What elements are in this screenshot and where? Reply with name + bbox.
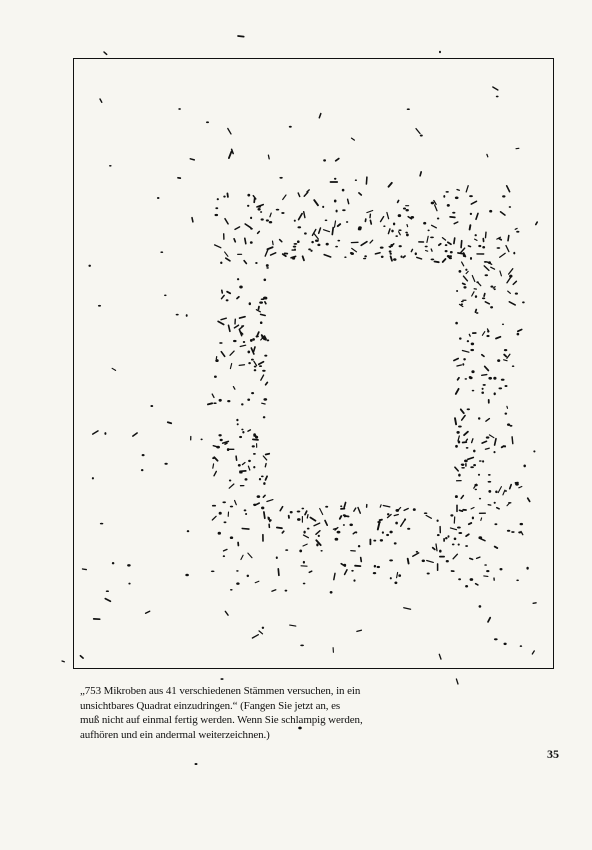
caption-line-4: aufhören und ein andermal weiterzeichnen.) bbox=[80, 728, 270, 741]
caption-line-1: „753 Mikroben aus 41 verschiedenen Stämmen versuchen, in ein bbox=[80, 685, 361, 697]
caption-line-2: unsichtbares Quadrat einzudringen.“ (Fangen Sie jetzt an, es bbox=[80, 699, 341, 712]
microbe-mark bbox=[195, 763, 198, 765]
microbe-mark bbox=[220, 678, 223, 680]
microbe-mark bbox=[238, 36, 244, 37]
microbe-mark bbox=[62, 661, 64, 662]
page-number: 35 bbox=[547, 747, 559, 761]
caption-line-3: muß nicht auf einmal fertig werden. Wenn Sie schlampig werden, bbox=[80, 714, 363, 726]
figure-frame bbox=[73, 58, 554, 669]
figure-caption bbox=[80, 684, 410, 742]
microbe-mark bbox=[439, 51, 441, 53]
microbe-mark bbox=[104, 52, 107, 54]
microbe-mark bbox=[456, 679, 458, 684]
